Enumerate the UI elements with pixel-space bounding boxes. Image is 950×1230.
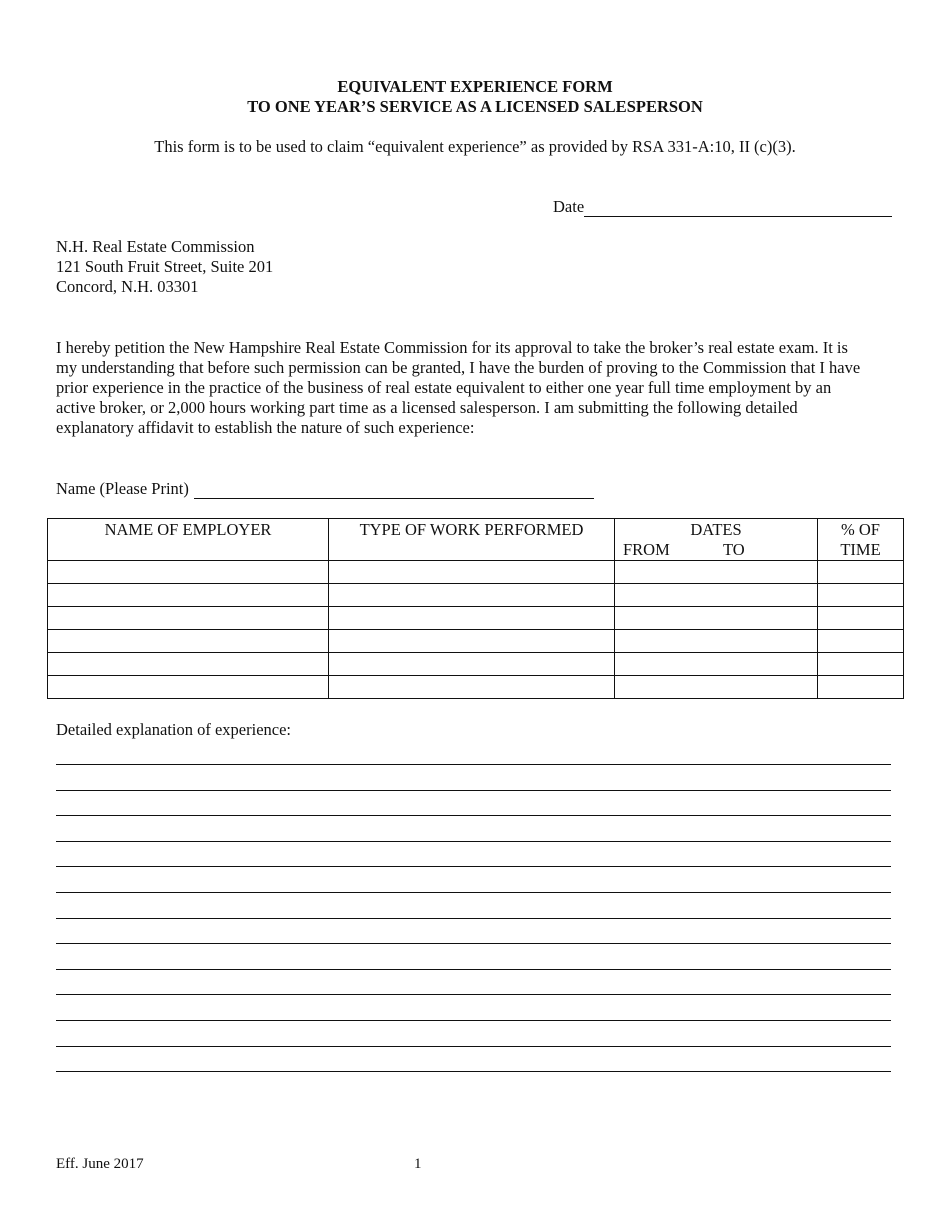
form-title-line2: TO ONE YEAR’S SERVICE AS A LICENSED SALESPERSON <box>247 97 703 116</box>
name-field[interactable] <box>194 480 594 499</box>
employer-header: NAME OF EMPLOYER <box>48 519 329 561</box>
work-cell[interactable] <box>329 607 615 630</box>
dates-cell[interactable] <box>615 584 818 607</box>
percent-cell[interactable] <box>818 630 904 653</box>
explanation-line[interactable] <box>56 866 891 867</box>
page-number: 1 <box>414 1156 422 1172</box>
employer-cell[interactable] <box>48 607 329 630</box>
petition-line: I hereby petition the New Hampshire Real Estate Commission for its approval to take the broker’s real estate exam. It is <box>56 338 848 357</box>
table-row <box>48 653 904 676</box>
explanation-line[interactable] <box>56 790 891 791</box>
employer-cell[interactable] <box>48 653 329 676</box>
table-row <box>48 561 904 584</box>
work-cell[interactable] <box>329 676 615 699</box>
explanation-line[interactable] <box>56 1046 891 1047</box>
employment-table <box>47 518 904 699</box>
employer-cell[interactable] <box>48 561 329 584</box>
explanation-line[interactable] <box>56 841 891 842</box>
commission-address <box>56 237 273 297</box>
table-row <box>48 607 904 630</box>
employer-cell[interactable] <box>48 676 329 699</box>
dates-cell[interactable] <box>615 607 818 630</box>
explanation-line[interactable] <box>56 1071 891 1072</box>
address-line: Concord, N.H. 03301 <box>56 277 199 296</box>
dates-cell[interactable] <box>615 561 818 584</box>
dates-cell[interactable] <box>615 676 818 699</box>
percent-cell[interactable] <box>818 607 904 630</box>
name-row <box>56 479 594 499</box>
employer-cell[interactable] <box>48 584 329 607</box>
to-header: TO <box>723 540 745 559</box>
percent-cell[interactable] <box>818 584 904 607</box>
petition-line: prior experience in the practice of the business of real estate equivalent to either one year full time employment by an <box>56 378 832 397</box>
table-row <box>48 630 904 653</box>
explanation-line[interactable] <box>56 764 891 765</box>
name-label: Name (Please Print) <box>56 479 189 498</box>
form-intro: This form is to be used to claim “equivalent experience” as provided by RSA 331-A:10, II (c)(3). <box>154 137 796 156</box>
explanation-label: Detailed explanation of experience: <box>56 720 292 739</box>
work-header: TYPE OF WORK PERFORMED <box>329 519 615 561</box>
petition-line: explanatory affidavit to establish the nature of such experience: <box>56 418 475 437</box>
form-title-line1: EQUIVALENT EXPERIENCE FORM <box>337 77 613 96</box>
date-field[interactable] <box>584 198 892 217</box>
work-cell[interactable] <box>329 561 615 584</box>
petition-line: my understanding that before such permission can be granted, I have the burden of proving to the Commission that I have <box>56 358 861 377</box>
petition-paragraph <box>56 338 901 438</box>
date-row <box>553 197 892 217</box>
address-line: 121 South Fruit Street, Suite 201 <box>56 257 274 276</box>
dates-cell[interactable] <box>615 630 818 653</box>
table-row <box>48 676 904 699</box>
work-cell[interactable] <box>329 653 615 676</box>
explanation-line[interactable] <box>56 892 891 893</box>
work-cell[interactable] <box>329 630 615 653</box>
explanation-line[interactable] <box>56 918 891 919</box>
dates-cell[interactable] <box>615 653 818 676</box>
dates-header <box>615 519 818 561</box>
percent-cell[interactable] <box>818 676 904 699</box>
percent-cell[interactable] <box>818 561 904 584</box>
effective-date: Eff. June 2017 <box>56 1156 144 1172</box>
petition-line: active broker, or 2,000 hours working part time as a licensed salesperson. I am submitting the following detailed <box>56 398 798 417</box>
explanation-line[interactable] <box>56 994 891 995</box>
work-cell[interactable] <box>329 584 615 607</box>
percent-time-header: % OF TIME <box>818 519 904 561</box>
address-line: N.H. Real Estate Commission <box>56 237 255 256</box>
dates-header-label: DATES <box>690 520 742 539</box>
explanation-line[interactable] <box>56 943 891 944</box>
table-row <box>48 584 904 607</box>
from-header: FROM <box>623 540 670 559</box>
date-label: Date <box>553 197 585 216</box>
explanation-line[interactable] <box>56 969 891 970</box>
percent-cell[interactable] <box>818 653 904 676</box>
form-title <box>0 77 950 117</box>
table-header-row <box>48 519 904 561</box>
employer-cell[interactable] <box>48 630 329 653</box>
explanation-line[interactable] <box>56 815 891 816</box>
explanation-line[interactable] <box>56 1020 891 1021</box>
